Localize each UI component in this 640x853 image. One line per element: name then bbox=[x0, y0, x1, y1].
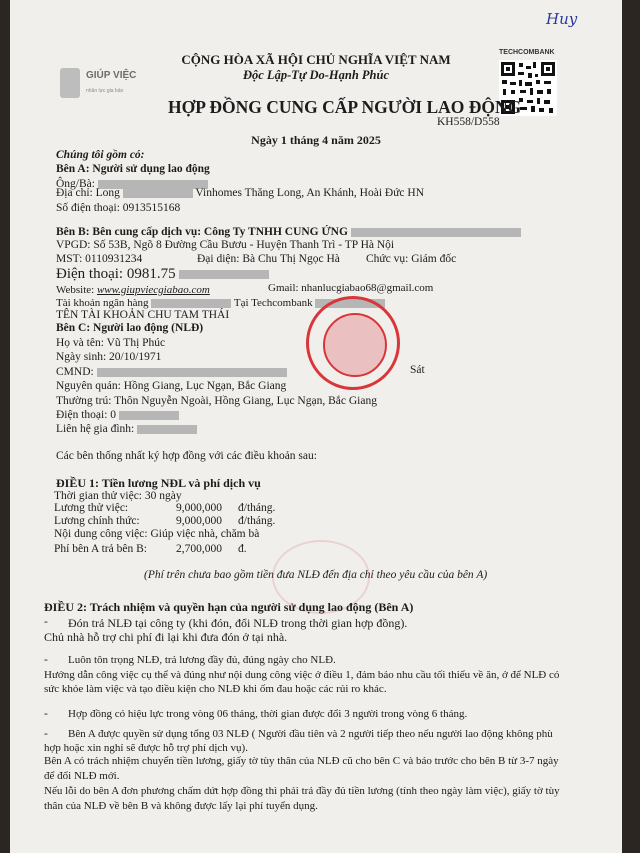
redacted-text bbox=[123, 189, 193, 198]
party-c-residence: Thường trú: Thôn Nguyễn Ngoài, Hồng Giang, Lục Ngạn, Bắc Giang bbox=[56, 395, 377, 407]
redacted-text bbox=[351, 228, 521, 237]
article2-line: Bên A có trách nhiệm chuyển tiền lương, giấy tờ tùy thân của NLĐ cũ cho bên C và báo trước cho bên B từ 3-7 ngày bbox=[44, 755, 559, 767]
row-value: 2,700,000 bbox=[176, 543, 222, 555]
row-value: 9,000,000 bbox=[176, 502, 222, 514]
article1-heading: ĐIỀU 1: Tiền lương NĐL và phí dịch vụ bbox=[56, 476, 261, 490]
article2-line: thân của NLĐ về bên B và không được lấy lại phí tuyển dụng. bbox=[44, 800, 318, 812]
row-unit: đ/tháng. bbox=[238, 515, 276, 527]
party-c-heading: Bên C: Người lao động (NLĐ) bbox=[56, 322, 204, 334]
party-a-address: Địa chỉ: Long Vinhomes Thăng Long, An Khánh, Hoài Đức HN bbox=[56, 187, 425, 199]
row-label: Lương thử việc: bbox=[54, 502, 129, 514]
party-c-name: Họ và tên: Vũ Thị Phúc bbox=[56, 337, 166, 349]
bullet-dash: - bbox=[44, 708, 48, 720]
party-b-position: Chức vụ: Giám đốc bbox=[366, 253, 457, 265]
party-b-bank-account: Tài khoản ngân hàng Tại Techcombank bbox=[56, 297, 385, 309]
party-b-heading-line: Bên B: Bên cung cấp dịch vụ: Công Ty TNHH CUNG ỨNG bbox=[56, 226, 521, 238]
account-name: TÊN TÀI KHOẢN CHU TAM THÁI bbox=[56, 309, 230, 321]
article2-line: Nếu lỗi do bên A đơn phương chấm dứt hợp đồng thì phải trả đầy đủ tiền lương (tính theo ngày làm việc), giấy tờ tùy bbox=[44, 785, 560, 797]
party-b-phone: Điện thoại: 0981.75 bbox=[56, 266, 269, 283]
contract-document bbox=[10, 0, 622, 853]
row-unit: đ/tháng. bbox=[238, 502, 276, 514]
party-b-representative: Đại diện: Bà Chu Thị Ngọc Hà bbox=[197, 253, 340, 265]
article2-heading: ĐIỀU 2: Trách nhiệm và quyền hạn của người sử dụng lao động (Bên A) bbox=[44, 600, 414, 614]
bullet-dash: - bbox=[44, 654, 48, 666]
party-c-phone: Điện thoại: 0 bbox=[56, 409, 179, 421]
article2-line: Luôn tôn trọng NLĐ, trả lương đầy đủ, đúng ngày cho NLĐ. bbox=[68, 654, 336, 666]
techcombank-label: TECHCOMBANK bbox=[499, 49, 555, 56]
party-b-website: Website: www.giupviecgiabao.com bbox=[56, 284, 210, 296]
article2-line: Đón trả NLĐ tại công ty (khi đón, đổi NLĐ trong thời gian hợp đồng). bbox=[68, 616, 408, 630]
article2-line: để đổi NLĐ mới. bbox=[44, 770, 120, 782]
party-a-heading: Bên A: Người sử dụng lao động bbox=[56, 163, 210, 175]
motto: Độc Lập-Tự Do-Hạnh Phúc bbox=[242, 68, 390, 82]
article1-row bbox=[54, 502, 128, 514]
handwritten-note: Huy bbox=[546, 10, 578, 28]
party-a-phone: Số điện thoại: 0913515168 bbox=[56, 202, 181, 214]
article1-note: (Phí trên chưa bao gồm tiền đưa NLĐ đến địa chỉ theo yêu cầu của bên A) bbox=[144, 569, 488, 581]
redacted-text bbox=[137, 425, 197, 434]
redacted-text bbox=[179, 270, 269, 279]
article2-line: hợp hoặc xin nghỉ sẽ được hỗ trợ phí dịch vụ). bbox=[44, 742, 248, 754]
contract-date: Ngày 1 tháng 4 năm 2025 bbox=[251, 133, 381, 147]
article2-line: Hợp đồng có hiệu lực trong vòng 06 tháng, thời gian được đổi 3 người trong vòng 6 tháng. bbox=[68, 708, 468, 720]
article1-row bbox=[54, 528, 259, 540]
republic-heading: CỘNG HÒA XÃ HỘI CHỦ NGHĨA VIỆT NAM bbox=[181, 52, 451, 67]
redacted-text bbox=[97, 368, 287, 377]
party-b-email: Gmail: nhanlucgiabao68@gmail.com bbox=[268, 282, 434, 294]
party-c-id: CMND: bbox=[56, 366, 287, 378]
company-logo: GIÚP VIỆC nhân lực gia bảo bbox=[60, 62, 160, 106]
agreement-text: Các bên thống nhất ký hợp đồng với các điều khoản sau: bbox=[56, 450, 317, 462]
bullet-dash: - bbox=[44, 616, 48, 628]
bullet-dash: - bbox=[44, 728, 48, 740]
row-label: Nội dung công việc: Giúp việc nhà, chăm bà bbox=[54, 528, 260, 540]
article2-line: sức khỏe làm việc và tạo điều kiện cho NLĐ khi ốm đau hoặc các rủi ro khác. bbox=[44, 683, 387, 695]
row-label: Lương chính thức: bbox=[54, 515, 140, 527]
article2-line: Chủ nhà hỗ trợ chi phí đi lại khi đưa đón ở tại nhà. bbox=[44, 630, 288, 644]
article1-row bbox=[54, 543, 147, 555]
row-unit: đ. bbox=[238, 543, 247, 555]
party-b-tax: MST: 0110931234 bbox=[56, 253, 143, 265]
article2-line: Hướng dẫn công việc cụ thể và đúng như nội dung công việc ở điều 1, đảm bảo nhu cầu tối thiểu về ăn, ở để NLĐ có bbox=[44, 669, 560, 681]
intro-text: Chúng tôi gồm có: bbox=[56, 149, 145, 161]
redacted-text bbox=[151, 299, 231, 308]
contract-title: HỢP ĐỒNG CUNG CẤP NGƯỜI LAO ĐỘNG bbox=[168, 97, 522, 117]
article1-row bbox=[54, 490, 182, 502]
article2-line: Bên A được quyền sử dụng tổng 03 NLĐ ( Người đầu tiên và 2 người tiếp theo nếu người lao động không phù bbox=[68, 728, 553, 740]
party-b-office: VPGD: Số 53B, Ngõ 8 Đường Cầu Bươu - Huyện Thanh Trì - TP Hà Nội bbox=[56, 239, 395, 251]
party-c-hometown: Nguyên quán: Hồng Giang, Lục Ngạn, Bắc Giang bbox=[56, 380, 287, 392]
row-value: 9,000,000 bbox=[176, 515, 222, 527]
row-label: Phí bên A trả bên B: bbox=[54, 543, 147, 555]
contract-code: KH558/D558 bbox=[437, 116, 500, 128]
party-c-id-tail: Sát bbox=[410, 364, 425, 376]
party-c-family-contact: Liên hệ gia đình: bbox=[56, 423, 197, 435]
row-label: Thời gian thử việc: 30 ngày bbox=[54, 490, 182, 502]
party-a-name: Ông/Bà: bbox=[56, 178, 208, 190]
redacted-text bbox=[119, 411, 179, 420]
company-seal bbox=[306, 296, 400, 390]
article1-row bbox=[54, 515, 140, 527]
party-c-dob: Ngày sinh: 20/10/1971 bbox=[56, 351, 162, 363]
